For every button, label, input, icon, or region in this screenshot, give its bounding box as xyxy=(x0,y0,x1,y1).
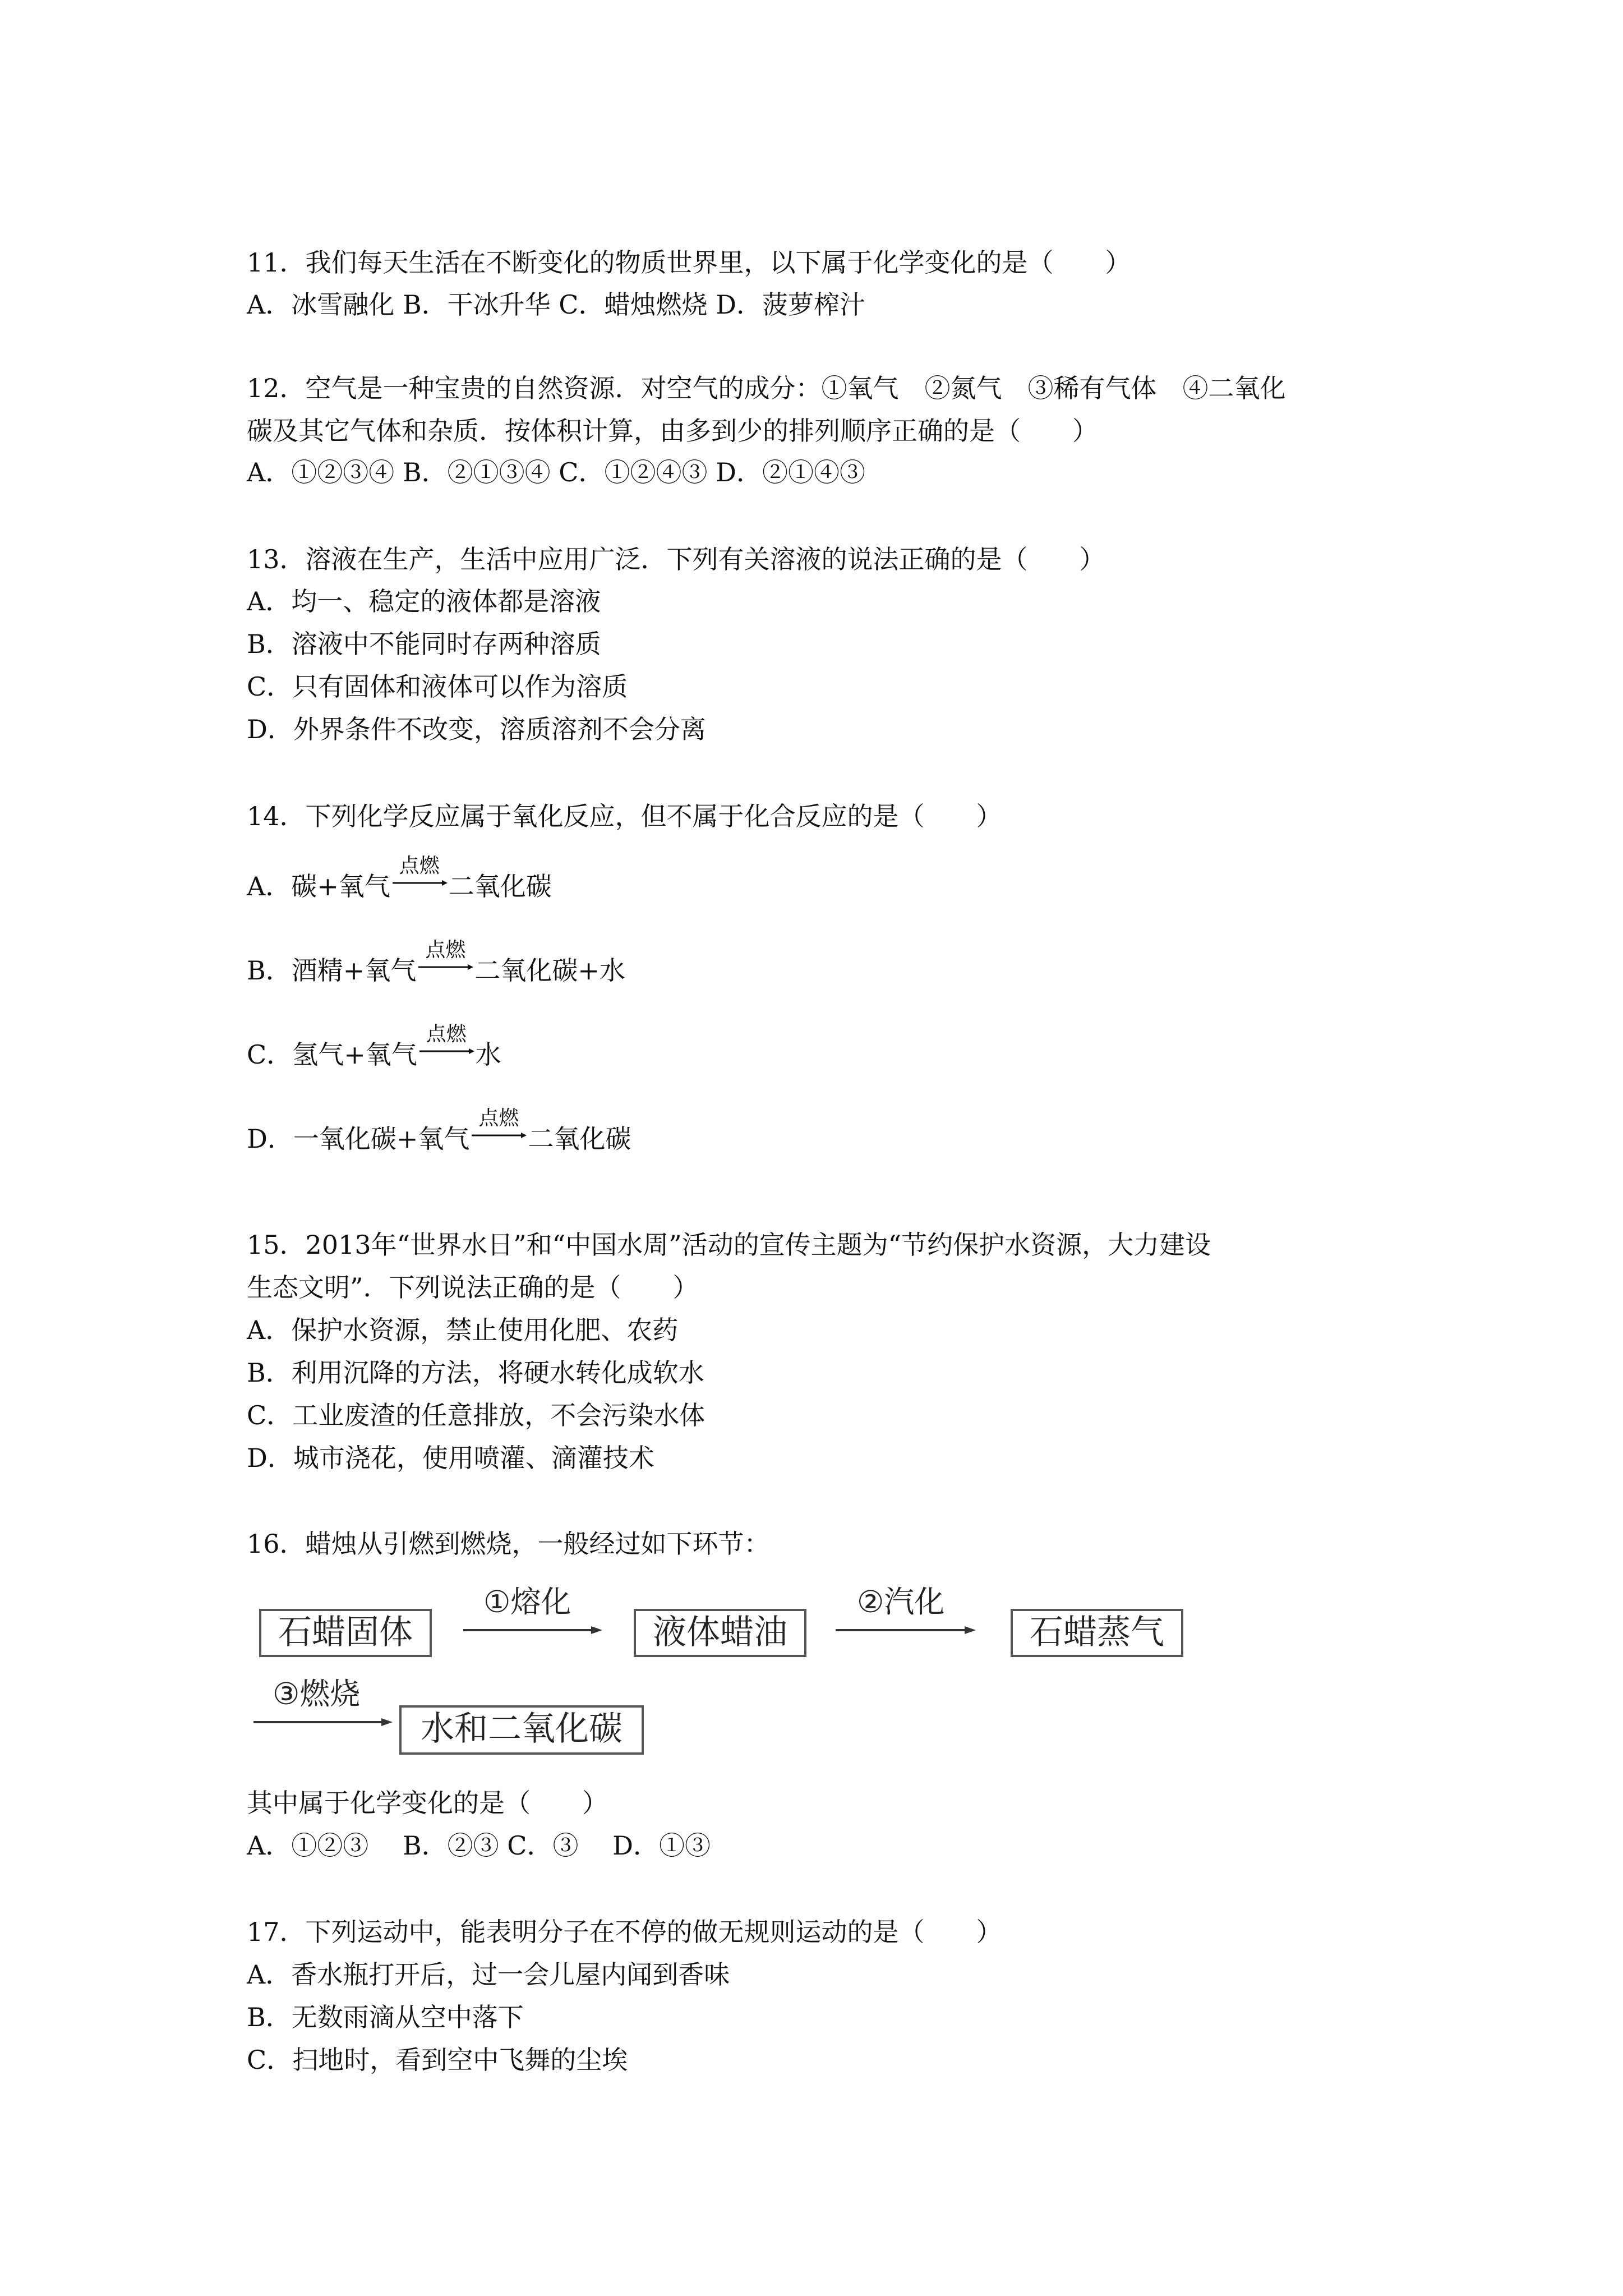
flow-arrow-icon xyxy=(253,1717,394,1728)
q15-option-b: B．利用沉降的方法，将硬水转化成软水 xyxy=(247,1358,704,1388)
flow-box-solid-wax: 石蜡固体 xyxy=(259,1609,432,1657)
reaction-arrow xyxy=(391,854,448,903)
q17-stem: 17．下列运动中，能表明分子在不停的做无规则运动的是（ ） xyxy=(247,1917,1002,1947)
reaction-arrow xyxy=(471,1107,527,1156)
reaction-condition: 点燃 xyxy=(399,854,440,877)
q12-options: A．①②③④ B．②①③④ C．①②④③ D．②①④③ xyxy=(247,457,865,487)
q12-stem-line1: 12．空气是一种宝贵的自然资源．对空气的成分：①氧气 ②氮气 ③稀有气体 ④二氧化 xyxy=(247,373,1286,403)
right-arrow-icon xyxy=(391,880,448,886)
q15-option-c: C．工业废渣的任意排放，不会污染水体 xyxy=(247,1400,706,1430)
q14-option-a-reactants: A．碳+氧气 xyxy=(247,871,390,901)
reaction-condition: 点燃 xyxy=(426,1023,467,1046)
right-arrow-icon xyxy=(417,964,473,970)
reaction-condition: 点燃 xyxy=(478,1107,519,1130)
q15-stem-line1: 15．2013年“世界水日”和“中国水周”活动的宣传主题为“节约保护水资源，大力建设 xyxy=(247,1230,1211,1260)
flow-box-water-co2: 水和二氧化碳 xyxy=(399,1705,644,1755)
q13-option-d: D．外界条件不改变，溶质溶剂不会分离 xyxy=(247,714,706,744)
reaction-condition: 点燃 xyxy=(425,938,466,961)
q11-options: A．冰雪融化 B．干冰升华 C．蜡烛燃烧 D．菠萝榨汁 xyxy=(247,289,865,320)
q11-stem: 11．我们每天生活在不断变化的物质世界里，以下属于化学变化的是（ ） xyxy=(247,247,1131,278)
q17-option-b: B．无数雨滴从空中落下 xyxy=(247,2002,524,2032)
q14-option-d-reactants: D．一氧化碳+氧气 xyxy=(247,1124,470,1154)
q13-option-b: B．溶液中不能同时存两种溶质 xyxy=(247,629,601,659)
q14-option-b xyxy=(247,938,625,987)
q14-option-b-reactants: B．酒精+氧气 xyxy=(247,955,417,986)
flow-step-combustion: ③燃烧 xyxy=(273,1676,361,1711)
flow-arrow-icon xyxy=(836,1625,977,1636)
q16-question: 其中属于化学变化的是（ ） xyxy=(247,1788,608,1818)
q14-option-c-reactants: C．氢气+氧气 xyxy=(247,1039,417,1070)
q15-option-a: A．保护水资源，禁止使用化肥、农药 xyxy=(247,1315,679,1345)
right-arrow-icon xyxy=(471,1132,527,1139)
q14-option-d xyxy=(247,1107,631,1156)
right-arrow-icon xyxy=(418,1048,474,1055)
q14-option-b-products: 二氧化碳+水 xyxy=(474,955,625,986)
flow-step-melting: ①熔化 xyxy=(483,1584,571,1619)
q14-stem: 14．下列化学反应属于氧化反应，但不属于化合反应的是（ ） xyxy=(247,801,1002,831)
q17-option-a: A．香水瓶打开后，过一会儿屋内闻到香味 xyxy=(247,1959,730,1990)
flow-box-liquid-wax: 液体蜡油 xyxy=(634,1609,806,1657)
q16-stem: 16．蜡烛从引燃到燃烧，一般经过如下环节： xyxy=(247,1529,770,1559)
reaction-arrow xyxy=(418,1023,474,1071)
flow-step-vaporization: ②汽化 xyxy=(857,1584,945,1619)
flow-arrow-icon xyxy=(463,1625,603,1636)
q14-option-a-products: 二氧化碳 xyxy=(448,871,552,901)
q14-option-c-products: 水 xyxy=(475,1039,501,1070)
q14-option-d-products: 二氧化碳 xyxy=(528,1124,631,1154)
q13-stem: 13．溶液在生产，生活中应用广泛．下列有关溶液的说法正确的是（ ） xyxy=(247,544,1105,574)
q15-stem-line2: 生态文明”．下列说法正确的是（ ） xyxy=(247,1272,699,1303)
q14-option-c xyxy=(247,1023,501,1071)
q13-option-c: C．只有固体和液体可以作为溶质 xyxy=(247,671,628,702)
q13-option-a: A．均一、稳定的液体都是溶液 xyxy=(247,586,601,616)
reaction-arrow xyxy=(417,938,473,987)
q16-options: A．①②③ B．②③ C．③ D．①③ xyxy=(247,1830,711,1861)
flow-box-wax-vapor: 石蜡蒸气 xyxy=(1011,1609,1183,1657)
q14-option-a xyxy=(247,854,552,903)
q17-option-c: C．扫地时，看到空中飞舞的尘埃 xyxy=(247,2045,628,2075)
q15-option-d: D．城市浇花，使用喷灌、滴灌技术 xyxy=(247,1443,654,1473)
q12-stem-line2: 碳及其它气体和杂质．按体积计算，由多到少的排列顺序正确的是（ ） xyxy=(247,416,1098,446)
